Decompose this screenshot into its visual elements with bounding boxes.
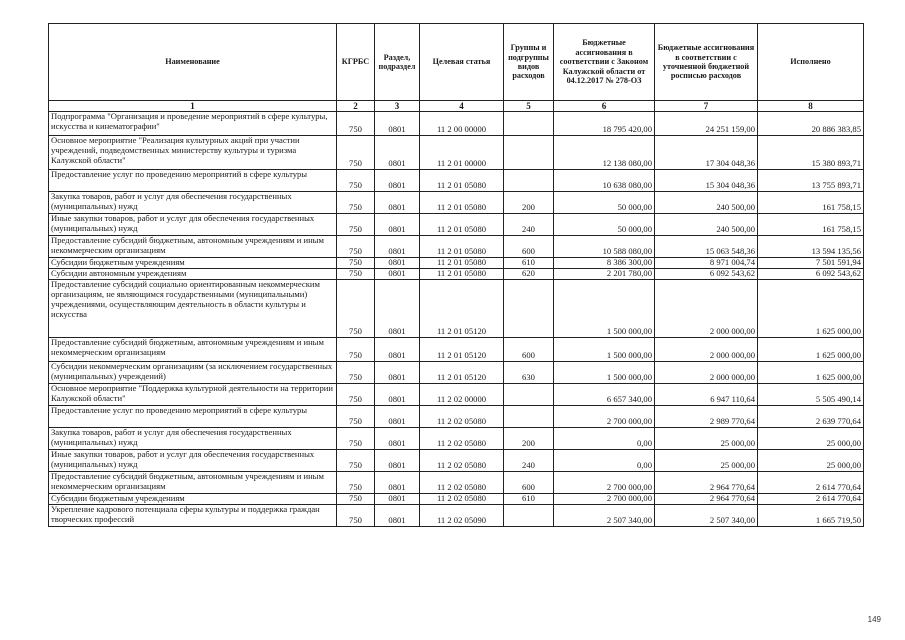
cell-name: Укрепление кадрового потенциала сферы культуры и поддержка граждан творческих профессий (49, 505, 337, 527)
cell-refined: 2 989 770,64 (655, 406, 758, 428)
cell-refined: 240 500,00 (655, 192, 758, 214)
cell-exec: 5 505 490,14 (758, 384, 864, 406)
cell-group: 600 (504, 472, 554, 494)
cell-refined: 25 000,00 (655, 428, 758, 450)
cell-target: 11 2 01 05120 (420, 280, 504, 338)
cell-refined: 17 304 048,36 (655, 136, 758, 170)
cell-group (504, 280, 554, 338)
cell-name: Подпрограмма "Организация и проведение мероприятий в сфере культуры, искусства и кинематографии" (49, 112, 337, 136)
cell-kgrbs: 750 (337, 170, 375, 192)
cell-law: 18 795 420,00 (554, 112, 655, 136)
cell-law: 1 500 000,00 (554, 280, 655, 338)
cell-kgrbs: 750 (337, 338, 375, 362)
cell-section: 0801 (375, 428, 420, 450)
column-number: 3 (375, 101, 420, 112)
cell-law: 2 201 780,00 (554, 269, 655, 280)
cell-name: Предоставление услуг по проведению мероприятий в сфере культуры (49, 406, 337, 428)
cell-law: 1 500 000,00 (554, 362, 655, 384)
cell-group: 610 (504, 258, 554, 269)
cell-name: Иные закупки товаров, работ и услуг для обеспечения государственных (муниципальных) нужд (49, 214, 337, 236)
cell-group: 240 (504, 214, 554, 236)
cell-section: 0801 (375, 136, 420, 170)
cell-law: 2 507 340,00 (554, 505, 655, 527)
header-name: Наименование (49, 24, 337, 101)
cell-target: 11 2 01 05120 (420, 362, 504, 384)
cell-law: 6 657 340,00 (554, 384, 655, 406)
cell-exec: 25 000,00 (758, 428, 864, 450)
cell-section: 0801 (375, 258, 420, 269)
cell-law: 0,00 (554, 428, 655, 450)
cell-target: 11 2 01 00000 (420, 136, 504, 170)
cell-group: 600 (504, 338, 554, 362)
cell-exec: 2 614 770,64 (758, 494, 864, 505)
cell-refined: 15 304 048,36 (655, 170, 758, 192)
cell-group: 620 (504, 269, 554, 280)
cell-exec: 161 758,15 (758, 214, 864, 236)
cell-law: 2 700 000,00 (554, 494, 655, 505)
cell-target: 11 2 01 05080 (420, 236, 504, 258)
cell-kgrbs: 750 (337, 384, 375, 406)
table-row (49, 338, 864, 362)
cell-kgrbs: 750 (337, 214, 375, 236)
cell-refined: 24 251 159,00 (655, 112, 758, 136)
cell-kgrbs: 750 (337, 112, 375, 136)
cell-target: 11 2 01 05080 (420, 214, 504, 236)
cell-group (504, 112, 554, 136)
cell-kgrbs: 750 (337, 494, 375, 505)
cell-kgrbs: 750 (337, 406, 375, 428)
table-row (49, 269, 864, 280)
cell-exec: 1 665 719,50 (758, 505, 864, 527)
cell-section: 0801 (375, 494, 420, 505)
cell-exec: 13 594 135,56 (758, 236, 864, 258)
table-row (49, 112, 864, 136)
cell-group: 630 (504, 362, 554, 384)
header-law: Бюджетные ассигнования в соответствии с Законом Калужской области от 04.12.2017 № 278-ОЗ (554, 24, 655, 101)
cell-law: 2 700 000,00 (554, 472, 655, 494)
table-row (49, 258, 864, 269)
cell-section: 0801 (375, 236, 420, 258)
cell-group (504, 505, 554, 527)
cell-section: 0801 (375, 362, 420, 384)
column-number: 5 (504, 101, 554, 112)
cell-name: Субсидии автономным учреждениям (49, 269, 337, 280)
cell-group (504, 384, 554, 406)
cell-law: 12 138 080,00 (554, 136, 655, 170)
cell-kgrbs: 750 (337, 362, 375, 384)
cell-law: 10 588 080,00 (554, 236, 655, 258)
cell-refined: 6 092 543,62 (655, 269, 758, 280)
header-groups: Группы и подгруппы видов расходов (504, 24, 554, 101)
page-number: 149 (867, 615, 881, 624)
table-row (49, 384, 864, 406)
cell-section: 0801 (375, 112, 420, 136)
cell-refined: 15 063 548,36 (655, 236, 758, 258)
cell-group: 200 (504, 192, 554, 214)
cell-group: 200 (504, 428, 554, 450)
header-kgrbs: КГРБС (337, 24, 375, 101)
cell-exec: 13 755 893,71 (758, 170, 864, 192)
cell-refined: 6 947 110,64 (655, 384, 758, 406)
table-row (49, 428, 864, 450)
cell-section: 0801 (375, 505, 420, 527)
cell-name: Закупка товаров, работ и услуг для обеспечения государственных (муниципальных) нужд (49, 428, 337, 450)
cell-name: Основное мероприятие "Реализация культурных акций при участии учреждений, подведомственных министерству культуры и туризма Калужской области" (49, 136, 337, 170)
cell-refined: 240 500,00 (655, 214, 758, 236)
cell-target: 11 2 02 05080 (420, 472, 504, 494)
table-row (49, 214, 864, 236)
header-section: Раздел, подраздел (375, 24, 420, 101)
cell-target: 11 2 02 05080 (420, 450, 504, 472)
cell-refined: 2 000 000,00 (655, 280, 758, 338)
cell-target: 11 2 01 05080 (420, 192, 504, 214)
cell-section: 0801 (375, 406, 420, 428)
column-number: 2 (337, 101, 375, 112)
table-body (49, 112, 864, 527)
cell-name: Закупка товаров, работ и услуг для обеспечения государственных (муниципальных) нужд (49, 192, 337, 214)
cell-exec: 25 000,00 (758, 450, 864, 472)
header-refined: Бюджетные ассигнования в соответствии с уточненной бюджетной росписью расходов (655, 24, 758, 101)
table-row (49, 494, 864, 505)
header-exec: Исполнено (758, 24, 864, 101)
cell-kgrbs: 750 (337, 450, 375, 472)
cell-group (504, 136, 554, 170)
column-number: 1 (49, 101, 337, 112)
cell-name: Основное мероприятие "Поддержка культурной деятельности на территории Калужской области" (49, 384, 337, 406)
column-number: 7 (655, 101, 758, 112)
budget-table (48, 23, 864, 527)
cell-law: 0,00 (554, 450, 655, 472)
cell-section: 0801 (375, 472, 420, 494)
cell-section: 0801 (375, 384, 420, 406)
cell-group (504, 170, 554, 192)
column-number: 8 (758, 101, 864, 112)
cell-kgrbs: 750 (337, 505, 375, 527)
cell-group (504, 406, 554, 428)
cell-kgrbs: 750 (337, 136, 375, 170)
cell-law: 50 000,00 (554, 214, 655, 236)
cell-refined: 2 000 000,00 (655, 362, 758, 384)
table-row (49, 505, 864, 527)
cell-kgrbs: 750 (337, 236, 375, 258)
cell-exec: 7 501 591,94 (758, 258, 864, 269)
cell-target: 11 2 01 05080 (420, 258, 504, 269)
cell-target: 11 2 02 05090 (420, 505, 504, 527)
column-number: 4 (420, 101, 504, 112)
cell-exec: 1 625 000,00 (758, 362, 864, 384)
table-row (49, 450, 864, 472)
cell-exec: 1 625 000,00 (758, 280, 864, 338)
cell-name: Субсидии бюджетным учреждениям (49, 258, 337, 269)
cell-target: 11 2 00 00000 (420, 112, 504, 136)
header-target: Целевая статья (420, 24, 504, 101)
cell-kgrbs: 750 (337, 258, 375, 269)
cell-target: 11 2 01 05120 (420, 338, 504, 362)
cell-group: 240 (504, 450, 554, 472)
cell-section: 0801 (375, 338, 420, 362)
cell-law: 50 000,00 (554, 192, 655, 214)
cell-refined: 2 964 770,64 (655, 472, 758, 494)
cell-section: 0801 (375, 192, 420, 214)
cell-kgrbs: 750 (337, 472, 375, 494)
table-row (49, 136, 864, 170)
cell-refined: 8 971 004,74 (655, 258, 758, 269)
cell-refined: 2 964 770,64 (655, 494, 758, 505)
cell-exec: 15 380 893,71 (758, 136, 864, 170)
cell-law: 10 638 080,00 (554, 170, 655, 192)
cell-section: 0801 (375, 450, 420, 472)
column-number: 6 (554, 101, 655, 112)
cell-section: 0801 (375, 269, 420, 280)
cell-target: 11 2 01 05080 (420, 170, 504, 192)
cell-target: 11 2 02 05080 (420, 494, 504, 505)
cell-name: Предоставление услуг по проведению мероприятий в сфере культуры (49, 170, 337, 192)
column-number-row (49, 101, 864, 112)
cell-exec: 1 625 000,00 (758, 338, 864, 362)
cell-group: 610 (504, 494, 554, 505)
cell-exec: 6 092 543,62 (758, 269, 864, 280)
cell-target: 11 2 02 05080 (420, 428, 504, 450)
cell-exec: 20 886 383,85 (758, 112, 864, 136)
cell-name: Субсидии бюджетным учреждениям (49, 494, 337, 505)
cell-kgrbs: 750 (337, 428, 375, 450)
cell-exec: 161 758,15 (758, 192, 864, 214)
cell-exec: 2 614 770,64 (758, 472, 864, 494)
cell-target: 11 2 02 05080 (420, 406, 504, 428)
cell-law: 8 386 300,00 (554, 258, 655, 269)
cell-target: 11 2 01 05080 (420, 269, 504, 280)
cell-name: Предоставление субсидий бюджетным, автономным учреждениям и иным некоммерческим организациям (49, 236, 337, 258)
cell-refined: 2 000 000,00 (655, 338, 758, 362)
table-row (49, 280, 864, 338)
cell-name: Предоставление субсидий социально ориентированным некоммерческим организациям, не являющимся государственными (муниципальными) учреждениями, осуществляющим деятельность в области культуры и искусства (49, 280, 337, 338)
cell-section: 0801 (375, 170, 420, 192)
cell-section: 0801 (375, 214, 420, 236)
cell-exec: 2 639 770,64 (758, 406, 864, 428)
table-row (49, 236, 864, 258)
table-row (49, 472, 864, 494)
table-row (49, 170, 864, 192)
cell-law: 1 500 000,00 (554, 338, 655, 362)
cell-name: Иные закупки товаров, работ и услуг для обеспечения государственных (муниципальных) нужд (49, 450, 337, 472)
cell-kgrbs: 750 (337, 192, 375, 214)
cell-section: 0801 (375, 280, 420, 338)
table-row (49, 362, 864, 384)
header-row (49, 24, 864, 101)
cell-refined: 25 000,00 (655, 450, 758, 472)
cell-group: 600 (504, 236, 554, 258)
cell-refined: 2 507 340,00 (655, 505, 758, 527)
table-row (49, 192, 864, 214)
cell-kgrbs: 750 (337, 269, 375, 280)
table-row (49, 406, 864, 428)
cell-name: Предоставление субсидий бюджетным, автономным учреждениям и иным некоммерческим организациям (49, 472, 337, 494)
cell-kgrbs: 750 (337, 280, 375, 338)
cell-target: 11 2 02 00000 (420, 384, 504, 406)
cell-name: Предоставление субсидий бюджетным, автономным учреждениям и иным некоммерческим организациям (49, 338, 337, 362)
cell-law: 2 700 000,00 (554, 406, 655, 428)
cell-name: Субсидии некоммерческим организациям (за исключением государственных (муниципальных) учреждений) (49, 362, 337, 384)
